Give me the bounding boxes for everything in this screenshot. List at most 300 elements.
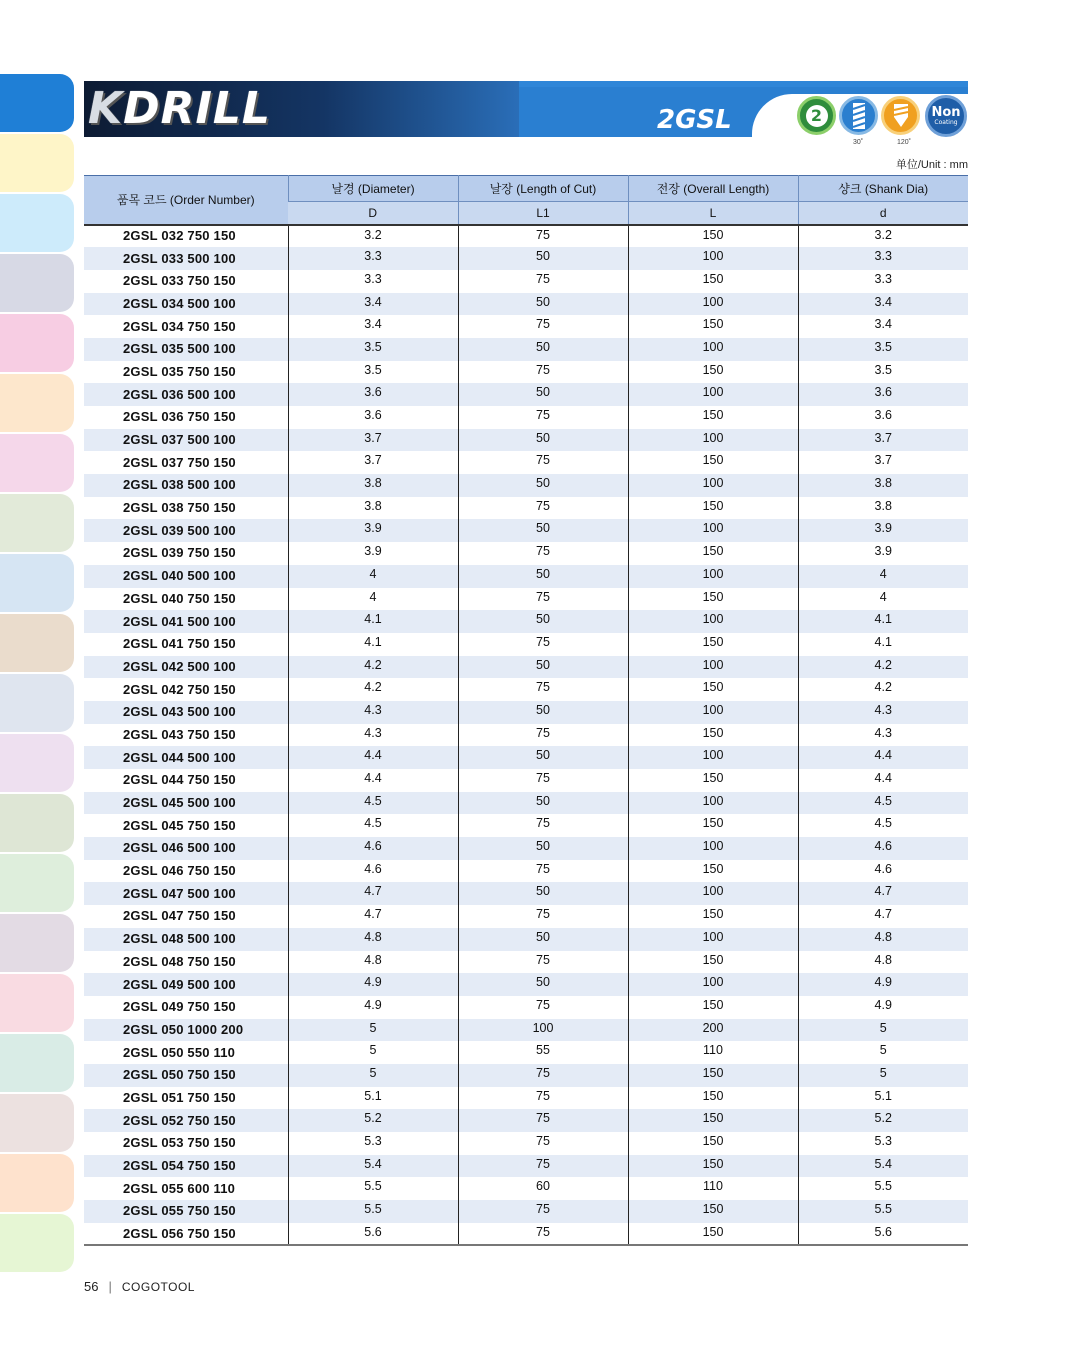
length-of-cut-cell: 50 [458, 338, 628, 361]
point-angle-label: 120˚ [897, 139, 912, 146]
order-number-cell: 2GSL 032 750 150 [123, 228, 236, 244]
symbol-shank-dia: d [798, 202, 968, 225]
header-brand-panel [84, 81, 519, 137]
table-row [84, 792, 968, 815]
length-of-cut-cell: 60 [458, 1177, 628, 1200]
overall-length-cell: 100 [628, 383, 798, 406]
table-row [84, 1132, 968, 1155]
order-number-cell: 2GSL 034 500 100 [84, 293, 288, 316]
length-of-cut-cell: 55 [458, 1041, 628, 1064]
length-of-cut-cell: 100 [458, 1019, 628, 1042]
shank-dia-cell: 4.6 [798, 837, 968, 860]
side-tab [0, 914, 74, 972]
table-row [84, 928, 968, 951]
overall-length-cell: 100 [628, 746, 798, 769]
table-row [84, 565, 968, 588]
shank-dia-cell: 3.4 [798, 293, 968, 316]
length-of-cut-cell: 50 [458, 837, 628, 860]
order-number-cell: 2GSL 050 750 150 [84, 1064, 288, 1087]
table-row [84, 905, 968, 928]
order-number-cell: 2GSL 049 750 150 [123, 999, 236, 1015]
shank-dia-cell: 4 [798, 588, 968, 611]
order-number-cell: 2GSL 034 750 150 [123, 318, 236, 334]
diameter-cell: 5.1 [288, 1087, 458, 1110]
side-tab [0, 194, 74, 252]
overall-length-cell: 100 [628, 565, 798, 588]
table-row [84, 1200, 968, 1223]
symbol-diameter: D [288, 202, 458, 225]
diameter-cell: 4 [288, 588, 458, 611]
table-row [84, 1177, 968, 1200]
shank-dia-cell: 4.8 [798, 951, 968, 974]
table-row [84, 951, 968, 974]
table-row [84, 769, 968, 792]
table-row [84, 1019, 968, 1042]
diameter-cell: 4.3 [288, 701, 458, 724]
order-number-cell: 2GSL 043 500 100 [84, 701, 288, 724]
overall-length-cell: 110 [628, 1177, 798, 1200]
overall-length-cell: 100 [628, 293, 798, 316]
side-tab [0, 74, 74, 132]
table-row [84, 429, 968, 452]
overall-length-cell: 150 [628, 1223, 798, 1246]
diameter-cell: 5.6 [288, 1223, 458, 1246]
overall-length-cell: 150 [628, 1109, 798, 1132]
shank-dia-cell: 4.9 [798, 996, 968, 1019]
overall-length-cell: 150 [628, 270, 798, 293]
length-of-cut-cell: 75 [458, 315, 628, 338]
table-row [84, 270, 968, 293]
overall-length-cell: 200 [628, 1019, 798, 1042]
diameter-cell: 5.5 [288, 1200, 458, 1223]
diameter-cell: 4.1 [288, 610, 458, 633]
table-row [84, 860, 968, 883]
helix-drill-icon [846, 101, 872, 131]
order-number-cell: 2GSL 050 550 110 [123, 1044, 236, 1060]
length-of-cut-cell: 75 [458, 1087, 628, 1110]
overall-length-cell: 110 [628, 1041, 798, 1064]
shank-dia-cell: 4.9 [798, 973, 968, 996]
diameter-cell: 5 [288, 1019, 458, 1042]
side-tab [0, 554, 74, 612]
order-number-cell: 2GSL 043 750 150 [123, 726, 236, 742]
overall-length-cell: 150 [628, 860, 798, 883]
header-length-of-cut: 날장 (Length of Cut) [458, 176, 628, 202]
shank-dia-cell: 4.8 [798, 928, 968, 951]
table-row [84, 361, 968, 384]
diameter-cell: 3.4 [288, 315, 458, 338]
diameter-cell: 4.2 [288, 656, 458, 679]
side-tab [0, 1034, 74, 1092]
overall-length-cell: 150 [628, 315, 798, 338]
shank-dia-cell: 4.3 [798, 701, 968, 724]
shank-dia-cell: 4.3 [798, 724, 968, 747]
overall-length-cell: 100 [628, 474, 798, 497]
length-of-cut-cell: 75 [458, 860, 628, 883]
diameter-cell: 3.8 [288, 474, 458, 497]
order-number-cell: 2GSL 035 750 150 [123, 363, 236, 379]
shank-dia-cell: 5.5 [798, 1177, 968, 1200]
series-title: 2GSL [657, 105, 732, 135]
table-row [84, 1041, 968, 1064]
table-row [84, 996, 968, 1019]
side-tab [0, 1214, 74, 1272]
diameter-cell: 4.8 [288, 951, 458, 974]
table-row [84, 315, 968, 338]
side-tab [0, 434, 74, 492]
side-tab [0, 734, 74, 792]
overall-length-cell: 100 [628, 973, 798, 996]
brand-logo-text: DRILL [123, 83, 271, 134]
overall-length-cell: 150 [628, 542, 798, 565]
overall-length-cell: 100 [628, 338, 798, 361]
two-flute-icon [797, 96, 836, 135]
order-number-cell: 2GSL 045 750 150 [123, 817, 236, 833]
table-row [84, 1223, 968, 1246]
order-number-cell: 2GSL 036 750 150 [123, 409, 236, 425]
shank-dia-cell: 4.4 [798, 769, 968, 792]
overall-length-cell: 100 [628, 247, 798, 270]
shank-dia-cell: 3.6 [798, 406, 968, 429]
overall-length-cell: 150 [628, 588, 798, 611]
shank-dia-cell: 3.3 [798, 270, 968, 293]
point-angle-120-icon [881, 96, 920, 135]
header-order-number: 품목 코드 (Order Number) [84, 176, 288, 225]
length-of-cut-cell: 50 [458, 565, 628, 588]
order-number-cell: 2GSL 042 750 150 [123, 681, 236, 697]
side-tab [0, 614, 74, 672]
shank-dia-cell: 4.2 [798, 656, 968, 679]
overall-length-cell: 150 [628, 1132, 798, 1155]
header-banner [84, 81, 968, 137]
order-number-cell: 2GSL 040 750 150 [123, 590, 236, 606]
diameter-cell: 3.4 [288, 293, 458, 316]
shank-dia-cell: 3.8 [798, 497, 968, 520]
order-number-cell: 2GSL 054 750 150 [84, 1155, 288, 1178]
side-tab [0, 494, 74, 552]
shank-dia-cell: 5.3 [798, 1132, 968, 1155]
length-of-cut-cell: 50 [458, 610, 628, 633]
footer-separator: | [108, 1279, 112, 1294]
shank-dia-cell: 3.3 [798, 247, 968, 270]
table-row [84, 542, 968, 565]
length-of-cut-cell: 75 [458, 996, 628, 1019]
order-number-cell: 2GSL 053 750 150 [123, 1135, 236, 1151]
order-number-cell: 2GSL 037 500 100 [84, 429, 288, 452]
length-of-cut-cell: 50 [458, 882, 628, 905]
diameter-cell: 3.3 [288, 247, 458, 270]
diameter-cell: 3.5 [288, 338, 458, 361]
overall-length-cell: 150 [628, 633, 798, 656]
length-of-cut-cell: 50 [458, 656, 628, 679]
order-number-cell: 2GSL 048 750 150 [123, 953, 236, 969]
diameter-cell: 4.5 [288, 814, 458, 837]
length-of-cut-cell: 75 [458, 1132, 628, 1155]
order-number-cell: 2GSL 039 750 150 [123, 545, 236, 561]
order-number-cell: 2GSL 055 600 110 [123, 1180, 236, 1196]
overall-length-cell: 150 [628, 1200, 798, 1223]
overall-length-cell: 150 [628, 996, 798, 1019]
side-tab [0, 314, 74, 372]
order-number-cell: 2GSL 033 750 150 [123, 273, 236, 289]
shank-dia-cell: 4.7 [798, 882, 968, 905]
side-tab [0, 794, 74, 852]
length-of-cut-cell: 75 [458, 361, 628, 384]
table-row [84, 406, 968, 429]
order-number-cell: 2GSL 035 500 100 [84, 338, 288, 361]
overall-length-cell: 150 [628, 497, 798, 520]
order-number-cell: 2GSL 044 500 100 [84, 746, 288, 769]
diameter-cell: 5 [288, 1041, 458, 1064]
table-row [84, 1064, 968, 1087]
table-row [84, 225, 968, 248]
shank-dia-cell: 4.1 [798, 610, 968, 633]
flute-count: 2 [806, 105, 828, 127]
shank-dia-cell: 4.5 [798, 814, 968, 837]
order-number-cell: 2GSL 047 750 150 [123, 908, 236, 924]
length-of-cut-cell: 75 [458, 270, 628, 293]
length-of-cut-cell: 50 [458, 792, 628, 815]
diameter-cell: 4.7 [288, 882, 458, 905]
diameter-cell: 4.4 [288, 746, 458, 769]
order-number-cell: 2GSL 047 500 100 [84, 882, 288, 905]
diameter-cell: 4.3 [288, 724, 458, 747]
table-row [84, 746, 968, 769]
table-header [84, 176, 968, 225]
overall-length-cell: 150 [628, 724, 798, 747]
diameter-cell: 5.3 [288, 1132, 458, 1155]
table-row [84, 338, 968, 361]
overall-length-cell: 100 [628, 610, 798, 633]
length-of-cut-cell: 75 [458, 724, 628, 747]
overall-length-cell: 150 [628, 225, 798, 248]
diameter-cell: 3.8 [288, 497, 458, 520]
shank-dia-cell: 5 [798, 1041, 968, 1064]
overall-length-cell: 150 [628, 905, 798, 928]
length-of-cut-cell: 50 [458, 247, 628, 270]
helix-30-icon [839, 96, 878, 135]
symbol-overall-length: L [628, 202, 798, 225]
order-number-cell: 2GSL 041 750 150 [123, 636, 236, 652]
shank-dia-cell: 4.6 [798, 860, 968, 883]
shank-dia-cell: 5 [798, 1019, 968, 1042]
overall-length-cell: 150 [628, 1087, 798, 1110]
overall-length-cell: 100 [628, 792, 798, 815]
overall-length-cell: 150 [628, 814, 798, 837]
shank-dia-cell: 3.6 [798, 383, 968, 406]
diameter-cell: 3.9 [288, 542, 458, 565]
diameter-cell: 5.2 [288, 1109, 458, 1132]
length-of-cut-cell: 75 [458, 905, 628, 928]
overall-length-cell: 150 [628, 678, 798, 701]
table-row [84, 293, 968, 316]
length-of-cut-cell: 50 [458, 293, 628, 316]
length-of-cut-cell: 75 [458, 769, 628, 792]
side-tab [0, 974, 74, 1032]
diameter-cell: 4 [288, 565, 458, 588]
shank-dia-cell: 3.7 [798, 451, 968, 474]
length-of-cut-cell: 75 [458, 1200, 628, 1223]
table-row [84, 973, 968, 996]
side-tab [0, 254, 74, 312]
length-of-cut-cell: 50 [458, 746, 628, 769]
order-number-cell: 2GSL 056 750 150 [84, 1223, 288, 1246]
symbol-length-of-cut: L1 [458, 202, 628, 225]
order-number-cell: 2GSL 042 500 100 [84, 656, 288, 679]
length-of-cut-cell: 50 [458, 973, 628, 996]
shank-dia-cell: 4.7 [798, 905, 968, 928]
overall-length-cell: 150 [628, 406, 798, 429]
length-of-cut-cell: 50 [458, 474, 628, 497]
order-number-cell: 2GSL 049 500 100 [84, 973, 288, 996]
length-of-cut-cell: 50 [458, 701, 628, 724]
table-row [84, 814, 968, 837]
diameter-cell: 4.7 [288, 905, 458, 928]
header-overall-length: 전장 (Overall Length) [628, 176, 798, 202]
diameter-cell: 4.2 [288, 678, 458, 701]
table-row [84, 247, 968, 270]
overall-length-cell: 150 [628, 769, 798, 792]
page-footer [84, 1279, 195, 1294]
spec-table [84, 175, 968, 1246]
helix-angle-label: 30˚ [853, 139, 864, 146]
shank-dia-cell: 5.6 [798, 1223, 968, 1246]
coating-label: Non [931, 105, 961, 120]
side-tab [0, 1154, 74, 1212]
shank-dia-cell: 3.8 [798, 474, 968, 497]
side-tab [0, 854, 74, 912]
page-number: 56 [84, 1279, 99, 1294]
overall-length-cell: 100 [628, 701, 798, 724]
unit-label: 单位/Unit : mm [895, 159, 968, 171]
side-tab [0, 674, 74, 732]
diameter-cell: 3.5 [288, 361, 458, 384]
coating-sub-label: Coating [934, 119, 958, 126]
header-diameter: 날경 (Diameter) [288, 176, 458, 202]
table-row [84, 1109, 968, 1132]
order-number-cell: 2GSL 040 500 100 [84, 565, 288, 588]
table-row [84, 1155, 968, 1178]
diameter-cell: 3.9 [288, 519, 458, 542]
diameter-cell: 3.2 [288, 225, 458, 248]
footer-brand: COGOTOOL [121, 1279, 195, 1294]
order-number-cell: 2GSL 036 500 100 [84, 383, 288, 406]
length-of-cut-cell: 75 [458, 588, 628, 611]
diameter-cell: 4.4 [288, 769, 458, 792]
overall-length-cell: 150 [628, 361, 798, 384]
length-of-cut-cell: 50 [458, 429, 628, 452]
overall-length-cell: 150 [628, 951, 798, 974]
table-row [84, 1087, 968, 1110]
shank-dia-cell: 4.1 [798, 633, 968, 656]
order-number-cell: 2GSL 051 750 150 [123, 1089, 236, 1105]
diameter-cell: 5.5 [288, 1177, 458, 1200]
side-tab-column [0, 74, 74, 1274]
diameter-cell: 3.7 [288, 429, 458, 452]
diameter-cell: 4.5 [288, 792, 458, 815]
diameter-cell: 4.6 [288, 860, 458, 883]
table-row [84, 633, 968, 656]
side-tab [0, 134, 74, 192]
point-drill-icon [888, 101, 914, 131]
overall-length-cell: 100 [628, 429, 798, 452]
overall-length-cell: 150 [628, 1155, 798, 1178]
shank-dia-cell: 3.7 [798, 429, 968, 452]
overall-length-cell: 100 [628, 519, 798, 542]
table-row [84, 497, 968, 520]
shank-dia-cell: 4 [798, 565, 968, 588]
diameter-cell: 5.4 [288, 1155, 458, 1178]
table-row [84, 588, 968, 611]
table-row [84, 678, 968, 701]
length-of-cut-cell: 75 [458, 951, 628, 974]
length-of-cut-cell: 75 [458, 497, 628, 520]
length-of-cut-cell: 50 [458, 928, 628, 951]
shank-dia-cell: 3.5 [798, 338, 968, 361]
shank-dia-cell: 3.9 [798, 519, 968, 542]
overall-length-cell: 100 [628, 837, 798, 860]
order-number-cell: 2GSL 038 500 100 [84, 474, 288, 497]
order-number-cell: 2GSL 055 750 150 [84, 1200, 288, 1223]
shank-dia-cell: 3.9 [798, 542, 968, 565]
length-of-cut-cell: 75 [458, 1109, 628, 1132]
shank-dia-cell: 3.4 [798, 315, 968, 338]
shank-dia-cell: 5 [798, 1064, 968, 1087]
diameter-cell: 3.3 [288, 270, 458, 293]
table-row [84, 610, 968, 633]
order-number-cell: 2GSL 041 500 100 [84, 610, 288, 633]
diameter-cell: 4.9 [288, 973, 458, 996]
length-of-cut-cell: 75 [458, 814, 628, 837]
overall-length-cell: 100 [628, 928, 798, 951]
side-tab [0, 374, 74, 432]
order-number-cell: 2GSL 046 500 100 [84, 837, 288, 860]
order-number-cell: 2GSL 044 750 150 [123, 772, 236, 788]
diameter-cell: 4.9 [288, 996, 458, 1019]
diameter-cell: 5 [288, 1064, 458, 1087]
length-of-cut-cell: 50 [458, 383, 628, 406]
shank-dia-cell: 5.1 [798, 1087, 968, 1110]
overall-length-cell: 150 [628, 451, 798, 474]
brand-logo-k: K [88, 83, 124, 134]
length-of-cut-cell: 75 [458, 1064, 628, 1087]
diameter-cell: 4.8 [288, 928, 458, 951]
shank-dia-cell: 5.5 [798, 1200, 968, 1223]
table-row [84, 701, 968, 724]
length-of-cut-cell: 75 [458, 542, 628, 565]
order-number-cell: 2GSL 038 750 150 [123, 500, 236, 516]
length-of-cut-cell: 75 [458, 225, 628, 248]
diameter-cell: 3.6 [288, 406, 458, 429]
order-number-cell: 2GSL 037 750 150 [123, 454, 236, 470]
table-row [84, 656, 968, 679]
side-tab [0, 1094, 74, 1152]
overall-length-cell: 100 [628, 882, 798, 905]
table-row [84, 451, 968, 474]
length-of-cut-cell: 75 [458, 633, 628, 656]
diameter-cell: 3.6 [288, 383, 458, 406]
shank-dia-cell: 4.4 [798, 746, 968, 769]
diameter-cell: 4.6 [288, 837, 458, 860]
order-number-cell: 2GSL 033 500 100 [84, 247, 288, 270]
shank-dia-cell: 4.2 [798, 678, 968, 701]
order-number-cell: 2GSL 046 750 150 [123, 863, 236, 879]
length-of-cut-cell: 75 [458, 1223, 628, 1246]
order-number-cell: 2GSL 048 500 100 [84, 928, 288, 951]
table-row [84, 837, 968, 860]
overall-length-cell: 150 [628, 1064, 798, 1087]
length-of-cut-cell: 75 [458, 1155, 628, 1178]
